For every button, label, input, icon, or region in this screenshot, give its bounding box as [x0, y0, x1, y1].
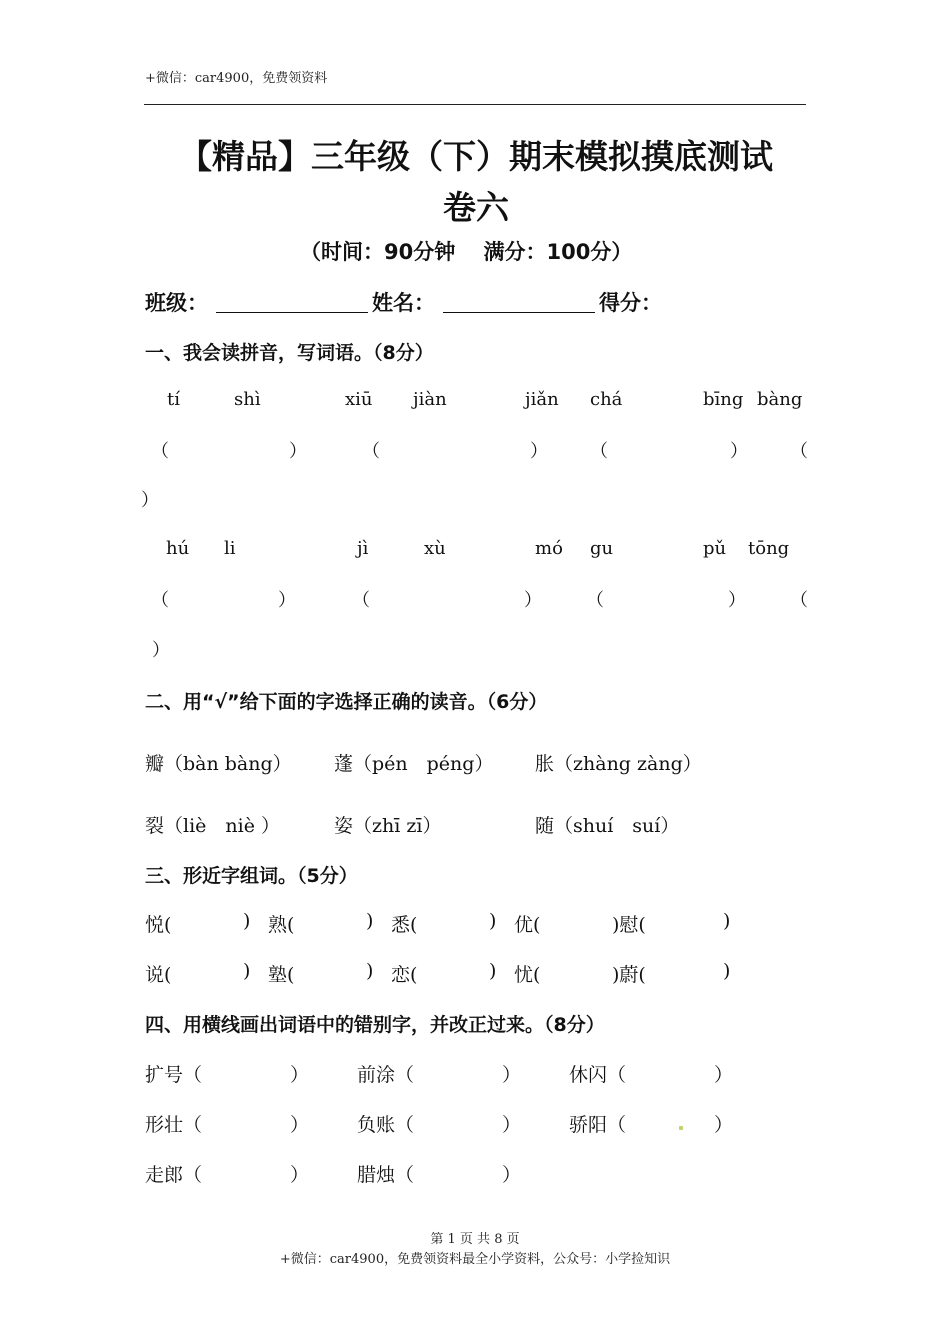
word-item: )慰(	[612, 914, 646, 936]
pinyin: jiàn	[413, 389, 447, 410]
name-blank	[443, 312, 595, 313]
paren-open: （	[362, 441, 380, 462]
word-item: 恋(	[391, 964, 418, 986]
correction-close: ）	[502, 1114, 522, 1136]
paren-close: ）	[530, 441, 548, 462]
pinyin: li	[224, 538, 236, 559]
reading-choice: 姿（zhī zī）	[334, 815, 442, 837]
correction-close: ）	[502, 1164, 522, 1186]
word-item: 悦(	[145, 914, 172, 936]
page-number: 第 1 页 共 8 页	[430, 1232, 520, 1247]
paren-open: （	[790, 441, 808, 462]
section1-heading: 一、我会读拼音，写词语。（8分）	[145, 342, 434, 364]
header-rule	[144, 104, 806, 105]
header-note: +微信：car4900，免费领资料	[145, 71, 328, 86]
paren-close: ）	[152, 640, 170, 661]
class-blank	[216, 312, 368, 313]
paren-close: ）	[524, 590, 542, 611]
reading-choice: 裂（liè niè ）	[145, 815, 280, 837]
correction-close: ）	[714, 1064, 734, 1086]
correction-item: 腊烛（	[357, 1164, 415, 1186]
paren-close: ）	[730, 441, 748, 462]
reading-choice: 瓣（bàn bàng）	[145, 753, 292, 775]
word-item: 说(	[145, 964, 172, 986]
paren-open: （	[590, 441, 608, 462]
exam-subtitle: （时间：90分钟 满分：100分）	[300, 240, 633, 264]
pinyin: jì	[357, 538, 369, 559]
page-title-line2: 卷六	[443, 188, 509, 227]
paren-open: （	[151, 590, 169, 611]
score-label: 得分：	[599, 291, 662, 315]
word-item: )	[723, 910, 731, 932]
correction-close: ）	[290, 1164, 310, 1186]
pinyin: tōng	[748, 538, 790, 559]
pinyin: gu	[590, 538, 614, 559]
correction-close: ）	[290, 1114, 310, 1136]
paren-open: （	[352, 590, 370, 611]
correction-close: ）	[290, 1064, 310, 1086]
correction-item: 前涂（	[357, 1064, 415, 1086]
correction-item: 扩号（	[145, 1064, 203, 1086]
pinyin: bīng	[703, 389, 744, 410]
section3-heading: 三、形近字组词。（5分）	[145, 865, 358, 887]
correction-item: 负账（	[357, 1114, 415, 1136]
correction-item: 形壮（	[145, 1114, 203, 1136]
pinyin: xiū	[345, 389, 373, 410]
pinyin: chá	[590, 389, 623, 410]
stray-mark	[679, 1126, 683, 1130]
reading-choice: 随（shuí suí）	[535, 815, 680, 837]
pinyin: hú	[166, 538, 190, 559]
word-item: 塾(	[268, 964, 295, 986]
correction-close: ）	[714, 1114, 734, 1136]
correction-item: 骄阳（	[569, 1114, 627, 1136]
word-item: )	[366, 910, 374, 932]
word-item: 忧(	[514, 964, 541, 986]
word-item: 悉(	[391, 914, 418, 936]
correction-item: 休闪（	[569, 1064, 627, 1086]
word-item: )	[489, 960, 497, 982]
word-item: )蔚(	[612, 964, 646, 986]
pinyin: shì	[234, 389, 261, 410]
word-item: )	[243, 910, 251, 932]
reading-choice: 蓬（pén péng）	[334, 753, 494, 775]
paren-close: ）	[289, 441, 307, 462]
paren-open: （	[586, 590, 604, 611]
paren-open: （	[151, 441, 169, 462]
paren-close: ）	[728, 590, 746, 611]
pinyin: mó	[535, 538, 563, 559]
pinyin: pǔ	[703, 538, 727, 559]
section4-heading: 四、用横线画出词语中的错别字，并改正过来。（8分）	[145, 1014, 605, 1036]
section2-heading: 二、用“√”给下面的字选择正确的读音。（6分）	[145, 691, 548, 713]
word-item: )	[489, 910, 497, 932]
word-item: )	[723, 960, 731, 982]
word-item: 优(	[514, 914, 541, 936]
reading-choice: 胀（zhàng zàng）	[535, 753, 702, 775]
pinyin: tí	[167, 389, 180, 410]
correction-item: 走郎（	[145, 1164, 203, 1186]
word-item: )	[366, 960, 374, 982]
paren-close: ）	[278, 590, 296, 611]
pinyin: jiǎn	[525, 389, 559, 410]
paren-open: （	[790, 590, 808, 611]
name-label: 姓名：	[372, 291, 435, 315]
word-item: 熟(	[268, 914, 295, 936]
pinyin: bàng	[757, 389, 803, 410]
class-label: 班级：	[145, 291, 208, 315]
paren-close: ）	[141, 490, 159, 511]
footer-note: +微信：car4900，免费领资料最全小学资料，公众号：小学捡知识	[279, 1252, 671, 1267]
correction-close: ）	[502, 1064, 522, 1086]
page-title: 【精品】三年级（下）期末模拟摸底测试	[179, 137, 773, 176]
pinyin: xù	[424, 538, 446, 559]
word-item: )	[243, 960, 251, 982]
